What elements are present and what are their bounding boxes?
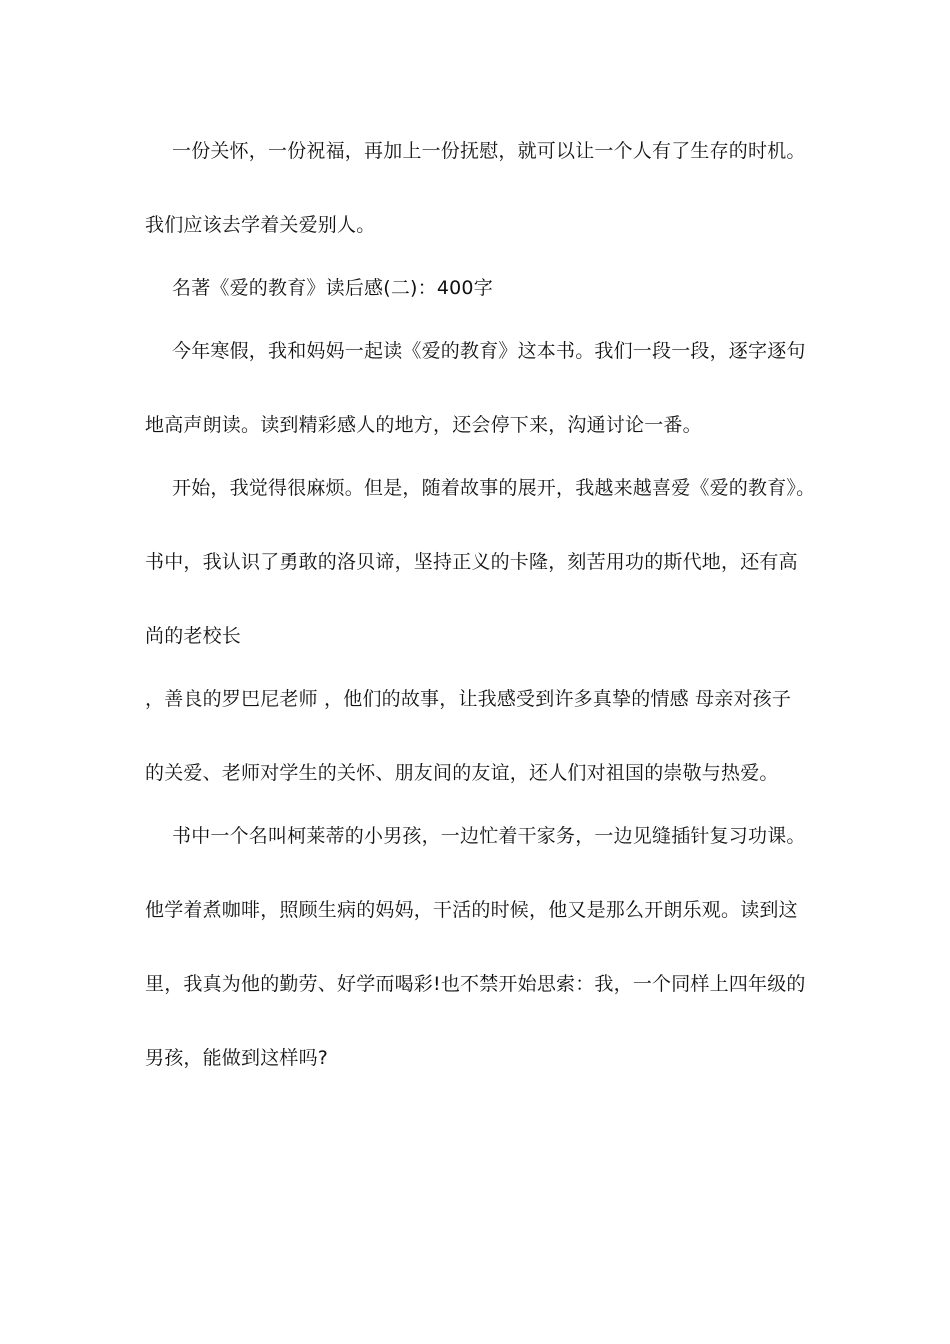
paragraph-line-6: 开始，我觉得很麻烦。但是，随着故事的展开，我越来越喜爱《爱的教育》。 [172, 477, 816, 499]
paragraph-line-13: 里，我真为他的勤劳、好学而喝彩!也不禁开始思索：我，一个同样上四年级的 [145, 973, 806, 995]
paragraph-line-7: 书中，我认识了勇敢的洛贝谛，坚持正义的卡隆，刻苦用功的斯代地，还有高 [145, 551, 798, 573]
paragraph-line-11: 书中一个名叫柯莱蒂的小男孩，一边忙着干家务，一边见缝插针复习功课。 [172, 825, 806, 847]
paragraph-line-14: 男孩，能做到这样吗? [145, 1047, 329, 1069]
paragraph-line-12: 他学着煮咖啡，照顾生病的妈妈，干活的时候，他又是那么开朗乐观。读到这 [145, 899, 798, 921]
paragraph-line-5: 地高声朗读。读到精彩感人的地方，还会停下来，沟通讨论一番。 [145, 414, 702, 436]
paragraph-line-8: 尚的老校长 [145, 625, 242, 647]
paragraph-line-1: 一份关怀，一份祝福，再加上一份抚慰，就可以让一个人有了生存的时机。 [172, 140, 806, 162]
paragraph-line-2: 我们应该去学着关爱别人。 [145, 214, 376, 236]
paragraph-line-4: 今年寒假，我和妈妈一起读《爱的教育》这本书。我们一段一段，逐字逐句 [172, 340, 806, 362]
section-heading: 名著《爱的教育》读后感(二)：400字 [172, 277, 493, 299]
paragraph-line-9: ，善良的罗巴尼老师 ，他们的故事，让我感受到许多真挚的情感 母亲对孩子 [145, 688, 792, 710]
paragraph-line-10: 的关爱、老师对学生的关怀、朋友间的友谊，还人们对祖国的崇敬与热爱。 [145, 762, 779, 784]
